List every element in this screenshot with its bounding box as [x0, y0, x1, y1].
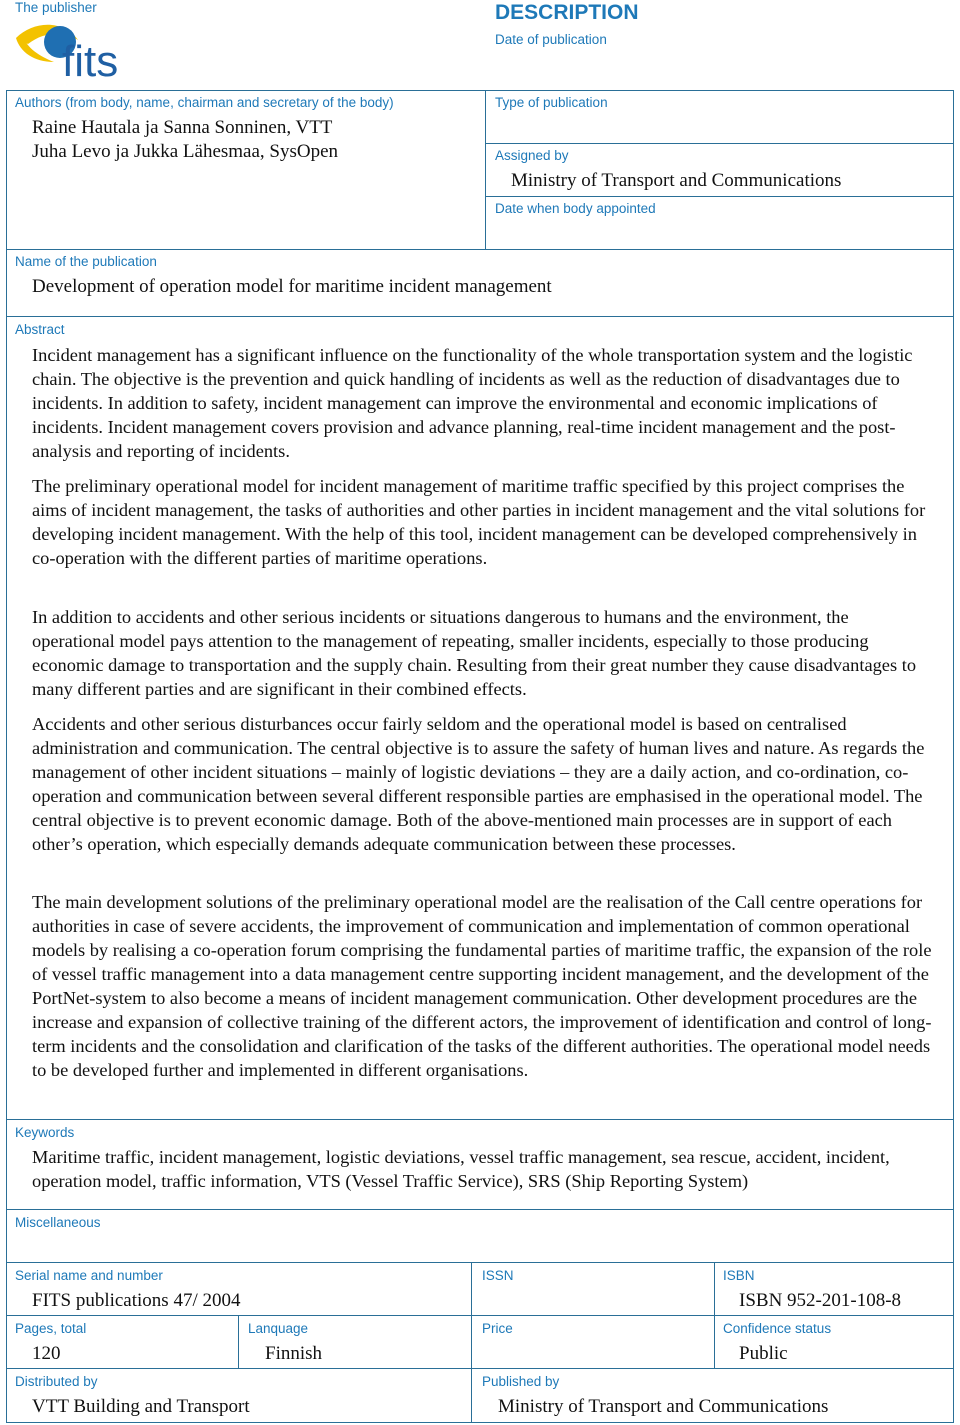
border-top [6, 90, 954, 91]
language-label: Lanquage [248, 1321, 309, 1336]
border-right [953, 90, 954, 1422]
border-serial [6, 1262, 954, 1263]
border-type-assigned [485, 143, 954, 144]
abstract-paragraph-3: In addition to accidents and other serious incidents or situations dangerous to humans and the environment, the operational model pays attention to the management of repeating, smaller incidents, especially to those producing economic damage to transportation and the supply chain. Resulting from their great number they cause disadvantages to many different parties and are significant in their combined effects. [32, 607, 917, 699]
isbn-value: ISBN 952-201-108-8 [739, 1290, 902, 1311]
assigned-by-value: Ministry of Transport and Communications [511, 170, 842, 191]
pages-label: Pages, total [15, 1321, 87, 1336]
border-footer-divider-2 [714, 1262, 715, 1368]
authors-line-2: Juha Levo ja Jukka Lähesmaa, SysOpen [32, 141, 339, 162]
confidence-value: Public [739, 1343, 788, 1364]
publisher-label: The publisher [15, 0, 97, 15]
miscellaneous-label: Miscellaneous [15, 1215, 101, 1230]
fits-logo [14, 18, 134, 88]
border-misc [6, 1209, 954, 1210]
abstract-paragraph-4: Accidents and other serious disturbances occur fairly seldom and the operational model is based on centralised administration and communication. The central objective is to assure the safety of human lives and nature. As regards the management of other incident situations – mainly of logistic deviations – they are a daily action, and co-ordination, co-operation and communication between several different responsible parties are emphasised in the operational model. The central objective is to prevent economic damage. Both of the above-mentioned main processes are in support of each other’s operation, which especially demands adequate communication between these processes. [32, 714, 925, 854]
language-value: Finnish [265, 1343, 323, 1364]
keywords-label: Keywords [15, 1125, 75, 1140]
date-appointed-label: Date when body appointed [495, 201, 656, 216]
date-of-publication-label: Date of publication [495, 32, 607, 47]
logo-text: fits [62, 37, 119, 86]
border-keywords [6, 1119, 954, 1120]
border-footer-divider [471, 1262, 472, 1422]
publication-name-value: Development of operation model for maritime incident management [32, 276, 552, 297]
border-name [6, 249, 954, 250]
authors-label: Authors (from body, name, chairman and secretary of the body) [15, 95, 394, 110]
abstract-paragraph-1: Incident management has a significant influence on the functionality of the whole transportation system and the logistic chain. The objective is the prevention and quick handling of incidents as well as the reduction of disadvantages due to incidents. In addition to safety, incident management can improve the environmental and economic implications of incidents. Incident management covers provision and advance planning, real-time incident management and the post-analysis and reporting of incidents. [32, 345, 913, 461]
assigned-by-label: Assigned by [495, 148, 569, 163]
published-by-label: Published by [482, 1374, 560, 1389]
border-header-divider [485, 90, 486, 249]
distributed-by-value: VTT Building and Transport [32, 1396, 250, 1417]
border-left [6, 90, 7, 1422]
border-bottom [6, 1422, 954, 1423]
border-abstract [6, 316, 954, 317]
isbn-label: ISBN [723, 1268, 755, 1283]
pages-value: 120 [32, 1343, 61, 1364]
published-by-value: Ministry of Transport and Communications [498, 1396, 829, 1417]
abstract-label: Abstract [15, 322, 65, 337]
publication-name-label: Name of the publication [15, 254, 157, 269]
description-title: DESCRIPTION [495, 1, 639, 24]
price-label: Price [482, 1321, 513, 1336]
serial-label: Serial name and number [15, 1268, 163, 1283]
serial-value: FITS publications 47/ 2004 [32, 1290, 241, 1311]
border-assigned-date [485, 196, 954, 197]
abstract-paragraph-5: The main development solutions of the preliminary operational model are the realisation of the Call centre operations for authorities in case of severe accidents, the improvement of communication and implementation of common operational models by realising a co-operation forum comprising the fundamental parties of maritime traffic, the expansion of the role of vessel traffic management into a data management centre supporting incident management, and the development of the PortNet-system to also become a means of incident management communication. Other development procedures are the increase and expansion of collective training of the different actors, the improvement of identification and control of long-term incidents and the consolidation and clarification of the tasks of the different authorities. The operational model needs to be developed further and implemented in different organisations. [32, 892, 932, 1080]
distributed-by-label: Distributed by [15, 1374, 98, 1389]
abstract-paragraph-2: The preliminary operational model for incident management of maritime traffic specified by this project comprises the aims of incident management, the tasks of authorities and other parties in incident management and the vital solutions for developing incident management. With the help of this tool, incident management can be developed comprehensively in co-operation with the different parties of maritime operations. [32, 476, 926, 568]
issn-label: ISSN [482, 1268, 514, 1283]
confidence-label: Confidence status [723, 1321, 832, 1336]
border-pages [6, 1315, 954, 1316]
type-of-publication-label: Type of publication [495, 95, 608, 110]
keywords-value: Maritime traffic, incident management, logistic deviations, vessel traffic management, sea rescue, accident, incident, operation model, traffic information, VTS (Vessel Traffic Service), SRS (Ship Reporting System) [32, 1147, 890, 1191]
border-pages-language [238, 1315, 239, 1368]
border-distributed [6, 1368, 954, 1369]
authors-line-1: Raine Hautala ja Sanna Sonninen, VTT [32, 117, 333, 138]
